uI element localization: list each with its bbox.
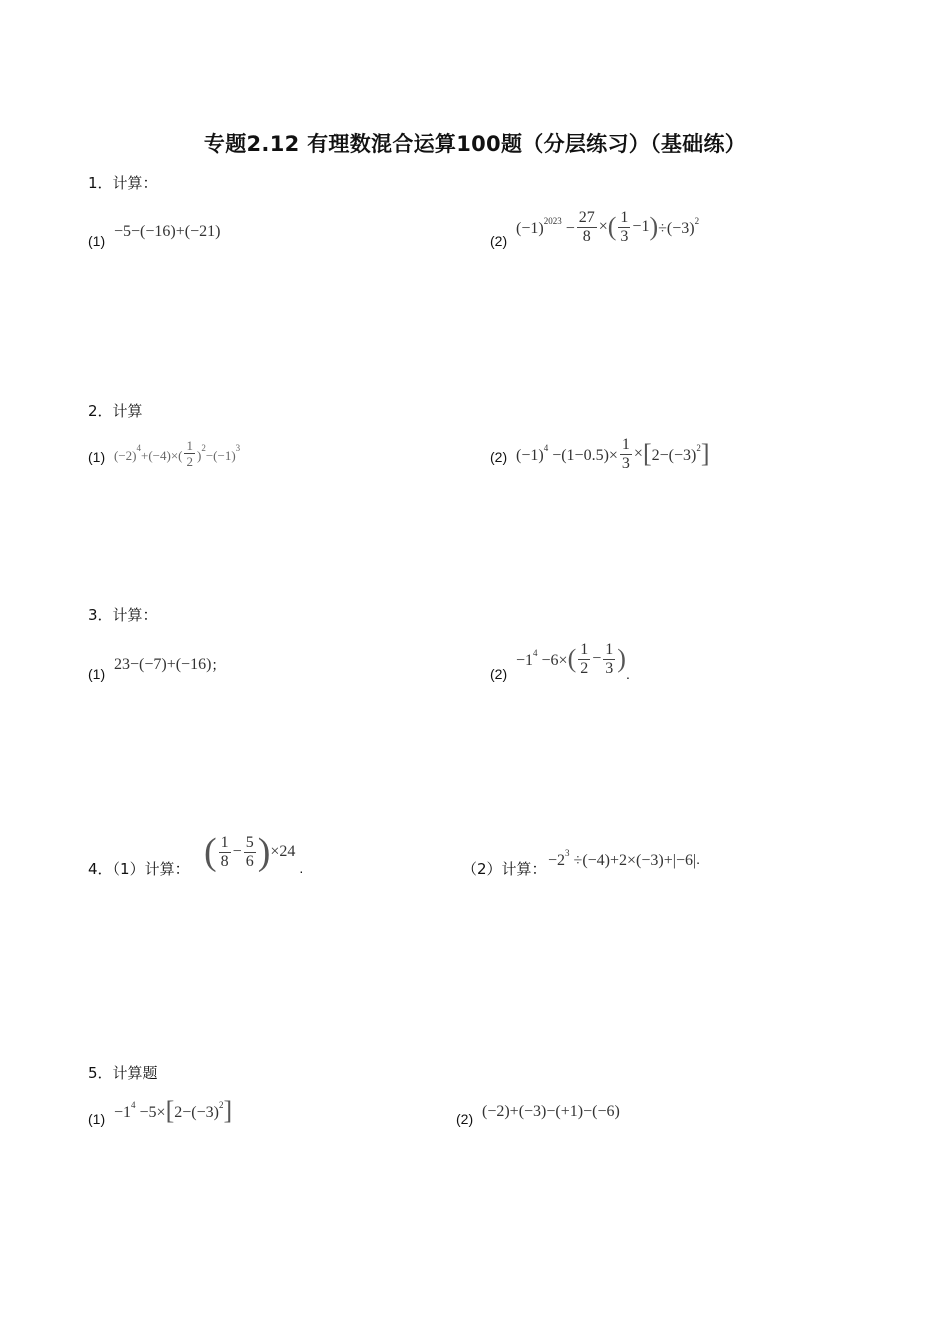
q1-part2-label: (2) — [490, 233, 508, 249]
q4-part2-expression: $-2^3 \div(-4)+2\times(-3)+|-6|$ . — [548, 848, 701, 869]
q5-part1-expression: $-1^4 -5\times$ [ $2-(-3)^2$ ] — [114, 1096, 233, 1125]
q3-part2-end: . — [625, 666, 630, 682]
q4-part1-end: . — [299, 860, 304, 876]
q2-part2-expression: $(-1)^4 -(1-0.5)\times$ $\frac{1}{3}$ × [ $2-(-3)^2$ ] — [516, 435, 710, 472]
q3-part2-label: (2) — [490, 666, 508, 682]
q4-part1-expression: ( $\frac{1}{8}$ − $\frac{5}{6}$ ) ×24 . — [204, 831, 304, 876]
q4-part2-end: . — [696, 851, 701, 867]
q3-part1-label: (1) — [88, 666, 106, 682]
page-title: 专题2.12 有理数混合运算100题（分层练习）（基础练） — [203, 132, 747, 156]
question-2-heading: 2．计算 — [88, 402, 143, 420]
q3-part2-expression: $-1^4 -6\times$ ( $\frac{1}{2}$ − $\frac{1}{3}$ ) . — [516, 640, 630, 682]
question-1-heading: 1．计算： — [88, 174, 158, 192]
q2-part1-expression: $(-2)^4+(-4)\times$( $\frac{1}{2}$ )$^2-(-1)^3$ — [114, 437, 241, 469]
question-3-heading: 3．计算： — [88, 606, 158, 624]
q2-part1-label: (1) — [88, 449, 106, 465]
question-5-heading: 5．计算题 — [88, 1064, 158, 1082]
q4-part2-label: （2）计算： — [462, 860, 547, 878]
q1-part1-expression: −5−(−16)+(−21) — [114, 223, 221, 240]
q2-part2-label: (2) — [490, 449, 508, 465]
question-4-heading: 4．（1）计算： — [88, 860, 190, 878]
q3-part1-expression: 23−(−7)+(−16) ； — [114, 656, 226, 673]
q1-part1-label: (1) — [88, 233, 106, 249]
q3-part1-end: ； — [211, 657, 226, 673]
q5-part1-label: (1) — [88, 1111, 106, 1127]
q5-part2-label: (2) — [456, 1111, 474, 1127]
q5-part2-expression: (−2)+(−3)−(+1)−(−6) — [482, 1103, 620, 1120]
q1-part2-expression: $(-1)^{2023}$ − $\frac{27}{8}$ × ( $\frac{1}{3}$ −1 ) $\div(-3)^2$ — [516, 208, 700, 245]
